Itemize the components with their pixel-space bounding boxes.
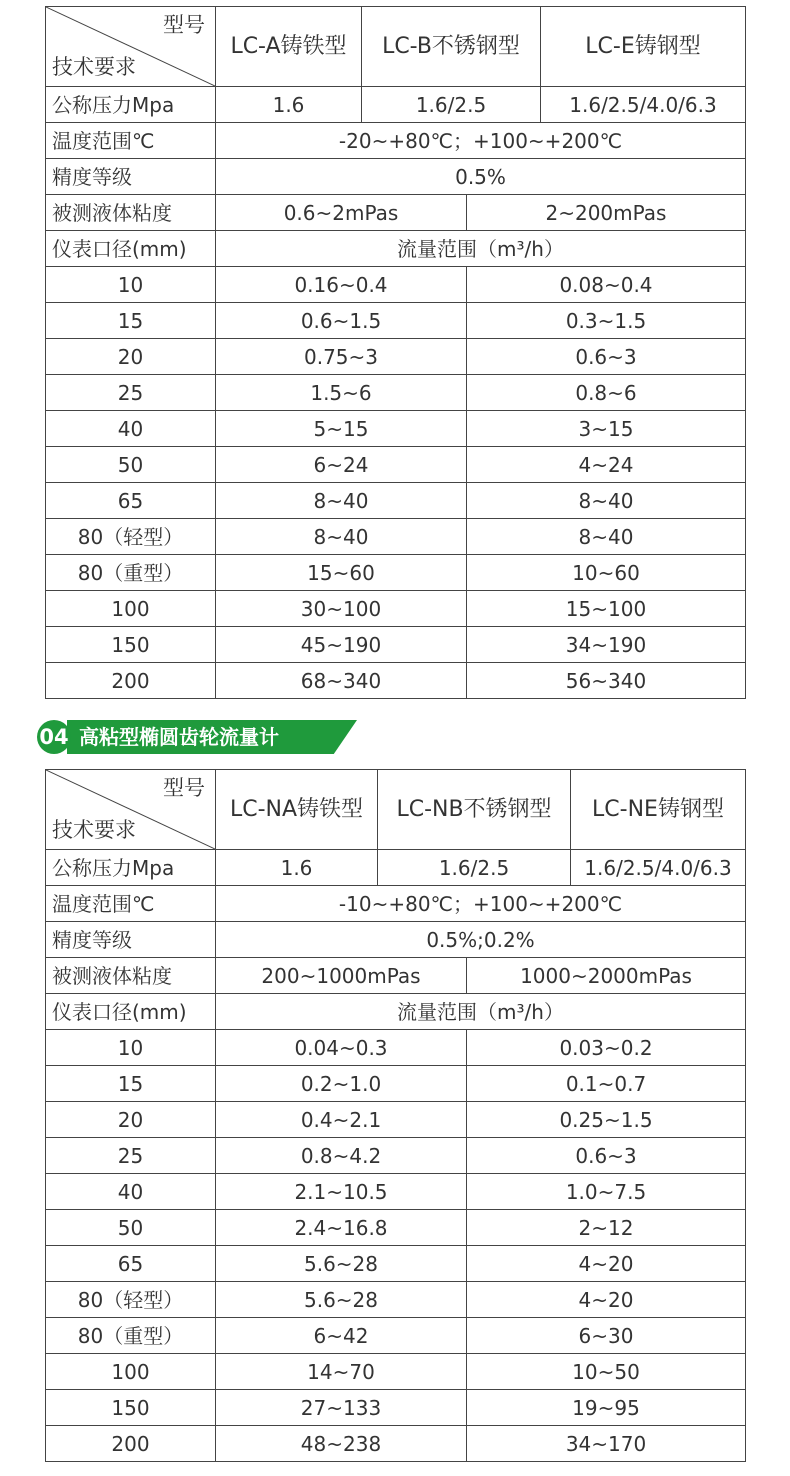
table-row — [46, 483, 746, 519]
flow-range-value: 45~190 — [216, 627, 467, 663]
flow-range-value: 27~133 — [216, 1390, 467, 1426]
viscosity-row — [46, 958, 746, 994]
flow-range-value: 34~190 — [467, 627, 746, 663]
table-row — [46, 267, 746, 303]
row-label: 被测液体粘度 — [46, 958, 216, 994]
temperature-value: -10~+80℃；+100~+200℃ — [216, 886, 746, 922]
flow-range-value: 10~50 — [467, 1354, 746, 1390]
section-title-banner — [37, 718, 357, 756]
flow-range-header: 流量范围（m³/h） — [216, 994, 746, 1030]
flow-range-value: 8~40 — [467, 483, 746, 519]
flow-range-value: 8~40 — [216, 519, 467, 555]
header-diagonal-cell — [46, 770, 216, 850]
flow-range-value: 0.25~1.5 — [467, 1102, 746, 1138]
accuracy-row — [46, 922, 746, 958]
nominal-diameter: 50 — [46, 447, 216, 483]
table-row — [46, 1354, 746, 1390]
nominal-diameter: 10 — [46, 267, 216, 303]
accuracy-value: 0.5%;0.2% — [216, 922, 746, 958]
temperature-row — [46, 886, 746, 922]
flow-range-value: 0.03~0.2 — [467, 1030, 746, 1066]
nominal-diameter: 25 — [46, 1138, 216, 1174]
flow-range-value: 4~24 — [467, 447, 746, 483]
nominal-diameter: 80（重型） — [46, 555, 216, 591]
temperature-value: -20~+80℃；+100~+200℃ — [216, 123, 746, 159]
pressure-value: 1.6 — [216, 850, 378, 886]
nominal-diameter: 50 — [46, 1210, 216, 1246]
pressure-value: 1.6 — [216, 87, 362, 123]
flow-range-value: 6~42 — [216, 1318, 467, 1354]
flow-range-value: 10~60 — [467, 555, 746, 591]
flow-range-value: 0.4~2.1 — [216, 1102, 467, 1138]
flow-range-value: 0.08~0.4 — [467, 267, 746, 303]
table-row — [46, 1318, 746, 1354]
table-row — [46, 375, 746, 411]
flow-range-value: 0.6~3 — [467, 339, 746, 375]
flow-range-value: 68~340 — [216, 663, 467, 699]
flow-range-value: 0.6~3 — [467, 1138, 746, 1174]
flow-header-row — [46, 231, 746, 267]
row-label: 被测液体粘度 — [46, 195, 216, 231]
nominal-diameter: 15 — [46, 303, 216, 339]
flow-range-value: 4~20 — [467, 1246, 746, 1282]
flow-range-value: 0.75~3 — [216, 339, 467, 375]
table-row — [46, 1066, 746, 1102]
flow-range-header: 流量范围（m³/h） — [216, 231, 746, 267]
requirement-label: 技术要求 — [52, 818, 136, 842]
flow-range-value: 2.4~16.8 — [216, 1210, 467, 1246]
nominal-diameter: 40 — [46, 1174, 216, 1210]
flow-range-value: 0.1~0.7 — [467, 1066, 746, 1102]
flow-range-value: 0.3~1.5 — [467, 303, 746, 339]
spec-table-high-viscosity — [45, 769, 746, 1462]
flow-range-value: 0.8~4.2 — [216, 1138, 467, 1174]
table-row — [46, 627, 746, 663]
flow-range-value: 48~238 — [216, 1426, 467, 1462]
model-label: 型号 — [163, 776, 205, 800]
flow-range-value: 6~24 — [216, 447, 467, 483]
row-label: 温度范围℃ — [46, 123, 216, 159]
nominal-diameter: 40 — [46, 411, 216, 447]
flow-range-value: 0.8~6 — [467, 375, 746, 411]
nominal-diameter: 65 — [46, 483, 216, 519]
table-row — [46, 663, 746, 699]
table-row — [46, 339, 746, 375]
model-name: LC-E铸钢型 — [541, 7, 746, 87]
flow-range-value: 34~170 — [467, 1426, 746, 1462]
row-label: 仪表口径(mm) — [46, 994, 216, 1030]
nominal-diameter: 25 — [46, 375, 216, 411]
nominal-diameter: 200 — [46, 663, 216, 699]
viscosity-value: 200~1000mPas — [216, 958, 467, 994]
nominal-diameter: 150 — [46, 1390, 216, 1426]
flow-range-value: 0.2~1.0 — [216, 1066, 467, 1102]
flow-range-value: 6~30 — [467, 1318, 746, 1354]
section-number-badge: 04 — [37, 720, 71, 754]
pressure-value: 1.6/2.5/4.0/6.3 — [571, 850, 746, 886]
pressure-row — [46, 87, 746, 123]
nominal-diameter: 80（重型） — [46, 1318, 216, 1354]
viscosity-value: 1000~2000mPas — [467, 958, 746, 994]
table-row — [46, 1282, 746, 1318]
table-row — [46, 447, 746, 483]
table-header-row — [46, 7, 746, 87]
nominal-diameter: 20 — [46, 339, 216, 375]
table-row — [46, 1030, 746, 1066]
flow-range-value: 2.1~10.5 — [216, 1174, 467, 1210]
flow-range-value: 1.5~6 — [216, 375, 467, 411]
nominal-diameter: 200 — [46, 1426, 216, 1462]
flow-range-value: 1.0~7.5 — [467, 1174, 746, 1210]
flow-range-value: 8~40 — [467, 519, 746, 555]
row-label: 仪表口径(mm) — [46, 231, 216, 267]
nominal-diameter: 20 — [46, 1102, 216, 1138]
model-name: LC-NA铸铁型 — [216, 770, 378, 850]
model-name: LC-A铸铁型 — [216, 7, 362, 87]
table-row — [46, 1102, 746, 1138]
nominal-diameter: 80（轻型） — [46, 519, 216, 555]
flow-range-value: 5~15 — [216, 411, 467, 447]
nominal-diameter: 15 — [46, 1066, 216, 1102]
accuracy-row — [46, 159, 746, 195]
row-label: 精度等级 — [46, 922, 216, 958]
header-diagonal-cell — [46, 7, 216, 87]
temperature-row — [46, 123, 746, 159]
nominal-diameter: 150 — [46, 627, 216, 663]
flow-range-value: 19~95 — [467, 1390, 746, 1426]
flow-range-value: 56~340 — [467, 663, 746, 699]
row-label: 公称压力Mpa — [46, 850, 216, 886]
table-row — [46, 303, 746, 339]
table-row — [46, 411, 746, 447]
model-name: LC-B不锈钢型 — [362, 7, 541, 87]
table-row — [46, 519, 746, 555]
pressure-value: 1.6/2.5 — [362, 87, 541, 123]
flow-range-value: 0.6~1.5 — [216, 303, 467, 339]
flow-header-row — [46, 994, 746, 1030]
row-label: 温度范围℃ — [46, 886, 216, 922]
flow-range-value: 8~40 — [216, 483, 467, 519]
nominal-diameter: 100 — [46, 591, 216, 627]
nominal-diameter: 80（轻型） — [46, 1282, 216, 1318]
model-label: 型号 — [163, 13, 205, 37]
row-label: 公称压力Mpa — [46, 87, 216, 123]
table-row — [46, 1138, 746, 1174]
viscosity-value: 0.6~2mPas — [216, 195, 467, 231]
flow-range-value: 30~100 — [216, 591, 467, 627]
nominal-diameter: 10 — [46, 1030, 216, 1066]
pressure-value: 1.6/2.5 — [378, 850, 571, 886]
table-row — [46, 555, 746, 591]
flow-range-value: 5.6~28 — [216, 1246, 467, 1282]
flow-range-value: 4~20 — [467, 1282, 746, 1318]
spec-table-standard — [45, 6, 746, 699]
table-row — [46, 1174, 746, 1210]
flow-range-value: 14~70 — [216, 1354, 467, 1390]
requirement-label: 技术要求 — [52, 55, 136, 79]
pressure-value: 1.6/2.5/4.0/6.3 — [541, 87, 746, 123]
model-name: LC-NB不锈钢型 — [378, 770, 571, 850]
flow-range-value: 15~100 — [467, 591, 746, 627]
viscosity-value: 2~200mPas — [467, 195, 746, 231]
flow-range-value: 2~12 — [467, 1210, 746, 1246]
flow-range-value: 15~60 — [216, 555, 467, 591]
flow-range-value: 0.04~0.3 — [216, 1030, 467, 1066]
nominal-diameter: 65 — [46, 1246, 216, 1282]
row-label: 精度等级 — [46, 159, 216, 195]
flow-range-value: 3~15 — [467, 411, 746, 447]
model-name: LC-NE铸钢型 — [571, 770, 746, 850]
accuracy-value: 0.5% — [216, 159, 746, 195]
table-header-row — [46, 770, 746, 850]
table-row — [46, 1390, 746, 1426]
table-row — [46, 591, 746, 627]
flow-range-value: 0.16~0.4 — [216, 267, 467, 303]
table-row — [46, 1426, 746, 1462]
table-row — [46, 1210, 746, 1246]
pressure-row — [46, 850, 746, 886]
table-row — [46, 1246, 746, 1282]
flow-range-value: 5.6~28 — [216, 1282, 467, 1318]
viscosity-row — [46, 195, 746, 231]
nominal-diameter: 100 — [46, 1354, 216, 1390]
section-title: 高粘型椭圆齿轮流量计 — [79, 725, 279, 749]
